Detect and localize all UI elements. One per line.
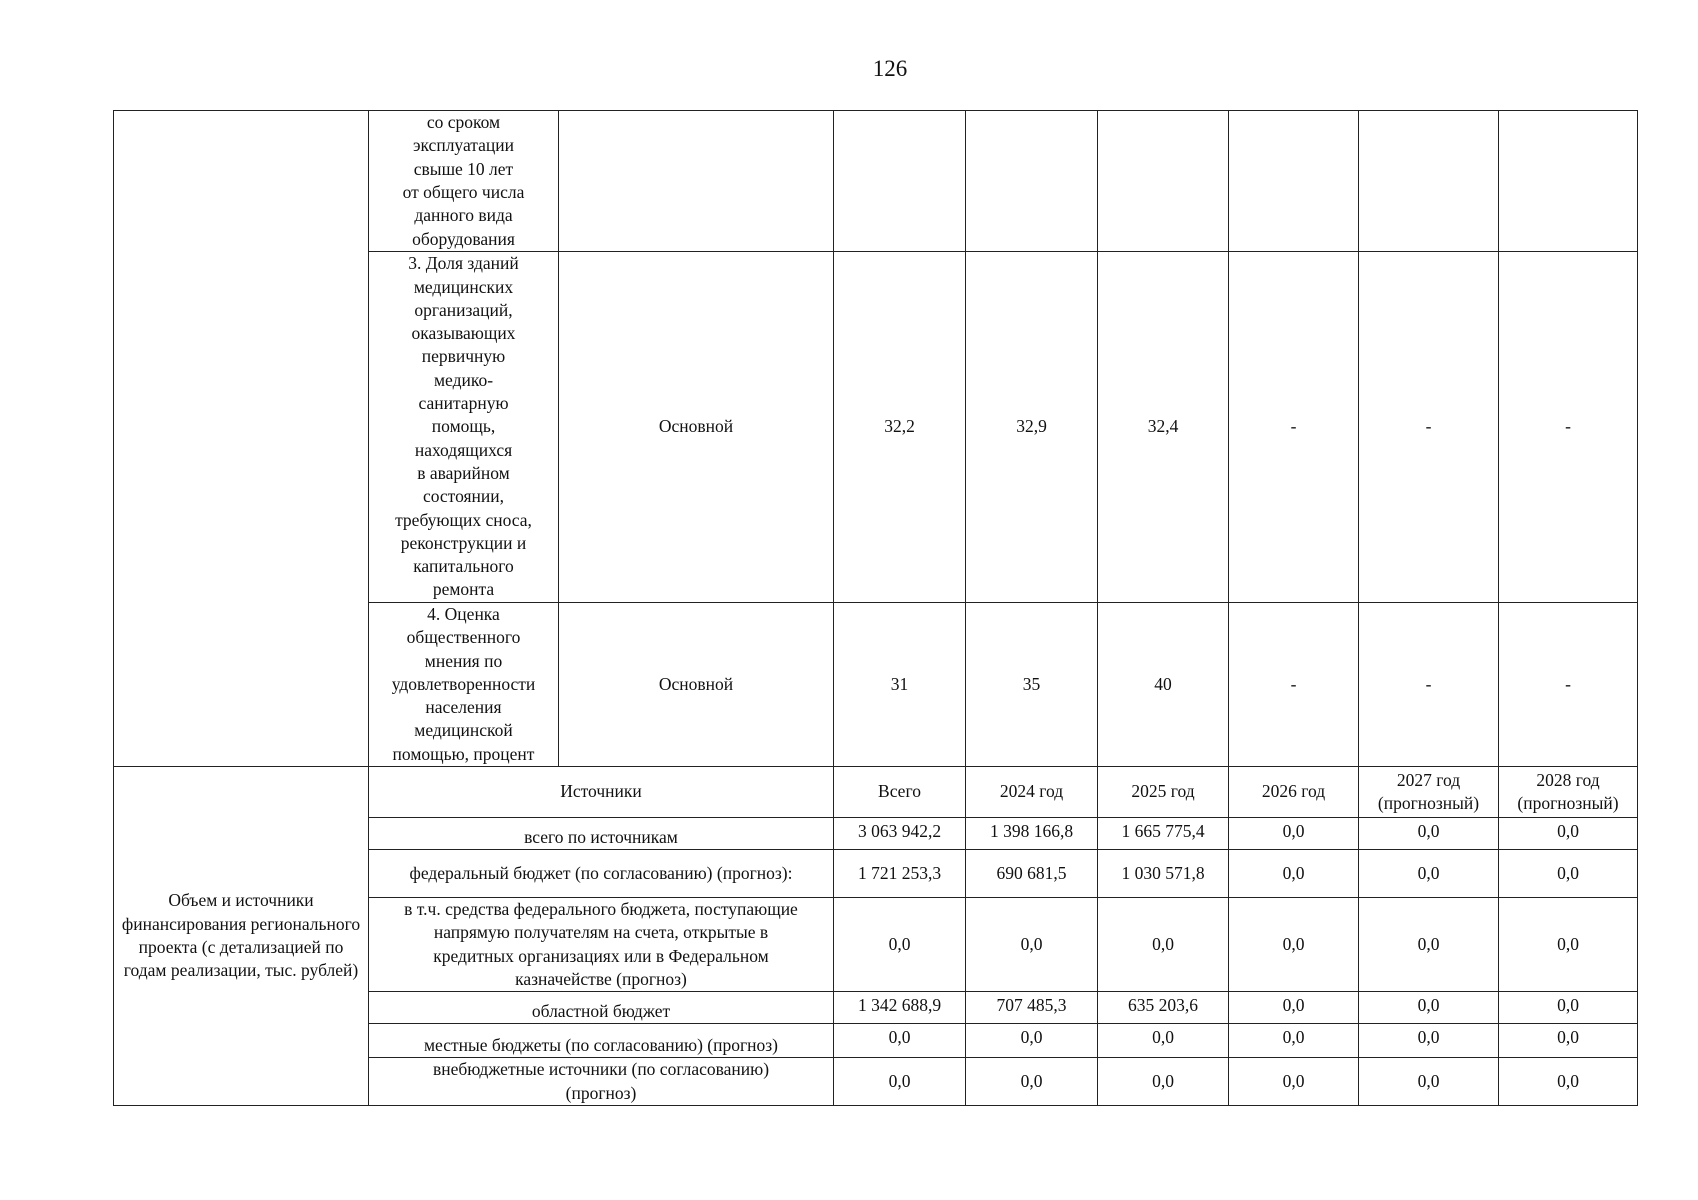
financing-value: 0,0 [966, 1058, 1098, 1106]
financing-value: 0,0 [1499, 1024, 1638, 1058]
financing-value: 3 063 942,2 [834, 818, 966, 850]
indicator-value: 40 [1098, 603, 1229, 767]
financing-source-name: областной бюджет [369, 992, 834, 1024]
financing-source-name: федеральный бюджет (по согласованию) (прогноз): [369, 850, 834, 898]
financing-value: 0,0 [1359, 898, 1499, 992]
financing-value: 1 398 166,8 [966, 818, 1098, 850]
financing-value: 0,0 [1359, 1058, 1499, 1106]
indicator-value: - [1229, 603, 1359, 767]
indicator-value: - [1499, 252, 1638, 603]
indicator-type: Основной [559, 603, 834, 767]
indicator-value: 32,2 [834, 252, 966, 603]
financing-value: 0,0 [1499, 818, 1638, 850]
financing-header-sources: Источники [369, 767, 834, 818]
indicator-name: 4. Оценка общественного мнения по удовлетворенности населения медицинской помощью, процент [369, 603, 559, 767]
financing-value: 0,0 [1499, 992, 1638, 1024]
indicator-type: Основной [559, 252, 834, 603]
financing-value: 690 681,5 [966, 850, 1098, 898]
indicator-value [1098, 111, 1229, 252]
indicator-value: - [1229, 252, 1359, 603]
financing-value: 0,0 [1229, 1024, 1359, 1058]
indicator-value: - [1359, 252, 1499, 603]
financing-value: 0,0 [1229, 850, 1359, 898]
financing-header-year: 2024 год [966, 767, 1098, 818]
financing-value: 0,0 [1229, 898, 1359, 992]
indicator-value: - [1359, 603, 1499, 767]
financing-value: 0,0 [834, 1058, 966, 1106]
indicator-name: 3. Доля зданий медицинских организаций, оказывающих первичную медико- санитарную помощь, находящихся в аварийном состоянии, требующих сноса, реконструкции и капитального ремонта [369, 252, 559, 603]
indicator-row [114, 111, 1638, 252]
financing-value: 0,0 [1499, 1058, 1638, 1106]
indicator-value [834, 111, 966, 252]
indicator-value [966, 111, 1098, 252]
project-table [113, 110, 1638, 1106]
financing-value: 0,0 [1229, 818, 1359, 850]
indicator-value: 35 [966, 603, 1098, 767]
financing-value: 0,0 [1359, 818, 1499, 850]
financing-value: 0,0 [1499, 850, 1638, 898]
financing-value: 0,0 [834, 1024, 966, 1058]
financing-section-label: Объем и источники финансирования регионального проекта (с детализацией по годам реализации, тыс. рублей) [114, 767, 369, 1106]
financing-value: 0,0 [1229, 992, 1359, 1024]
indicator-value: - [1499, 603, 1638, 767]
financing-source-name: в т.ч. средства федерального бюджета, поступающие напрямую получателям на счета, открытые в кредитных организациях или в Федеральном казначействе (прогноз) [369, 898, 834, 992]
indicator-value: 31 [834, 603, 966, 767]
financing-value: 1 665 775,4 [1098, 818, 1229, 850]
indicator-value: 32,9 [966, 252, 1098, 603]
indicator-name: со сроком эксплуатации свыше 10 лет от общего числа данного вида оборудования [369, 111, 559, 252]
financing-value: 0,0 [1359, 850, 1499, 898]
financing-value: 0,0 [1229, 1058, 1359, 1106]
indicator-value: 32,4 [1098, 252, 1229, 603]
financing-value: 1 721 253,3 [834, 850, 966, 898]
indicator-value [1229, 111, 1359, 252]
financing-source-name: внебюджетные источники (по согласованию) (прогноз) [369, 1058, 834, 1106]
financing-header-year: 2027 год (прогнозный) [1359, 767, 1499, 818]
indicator-type [559, 111, 834, 252]
financing-value: 707 485,3 [966, 992, 1098, 1024]
financing-value: 0,0 [1499, 898, 1638, 992]
indicator-value [1359, 111, 1499, 252]
financing-value: 0,0 [966, 898, 1098, 992]
financing-value: 0,0 [966, 1024, 1098, 1058]
financing-value: 0,0 [1098, 1058, 1229, 1106]
financing-value: 0,0 [1359, 1024, 1499, 1058]
financing-header-year: 2026 год [1229, 767, 1359, 818]
financing-header-year: 2025 год [1098, 767, 1229, 818]
financing-value: 1 030 571,8 [1098, 850, 1229, 898]
financing-value: 0,0 [1098, 1024, 1229, 1058]
financing-header-year: 2028 год (прогнозный) [1499, 767, 1638, 818]
financing-value: 0,0 [834, 898, 966, 992]
indicator-value [1499, 111, 1638, 252]
financing-header-total: Всего [834, 767, 966, 818]
financing-value: 635 203,6 [1098, 992, 1229, 1024]
financing-source-name: местные бюджеты (по согласованию) (прогноз) [369, 1024, 834, 1058]
page-number: 126 [872, 56, 908, 81]
financing-value: 0,0 [1098, 898, 1229, 992]
financing-source-name: всего по источникам [369, 818, 834, 850]
financing-value: 1 342 688,9 [834, 992, 966, 1024]
indicator-group-blank-cell [114, 111, 369, 767]
financing-value: 0,0 [1359, 992, 1499, 1024]
financing-header-row [114, 767, 1638, 818]
